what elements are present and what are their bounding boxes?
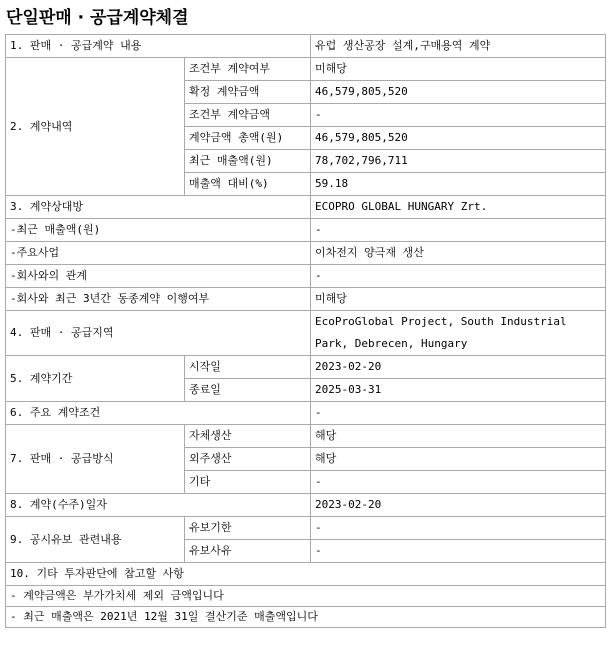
prior-contract-label: -회사와 최근 3년간 동종계약 이행여부	[6, 288, 311, 311]
contract-date-value: 2023-02-20	[311, 494, 606, 517]
supply-method-label: 7. 판매 · 공급방식	[6, 425, 185, 494]
recent-revenue-value: 78,702,796,711	[311, 150, 606, 173]
table-row	[6, 288, 606, 311]
outsourced-label: 외주생산	[185, 448, 311, 471]
table-row	[6, 58, 606, 81]
deferral-deadline-label: 유보기한	[185, 517, 311, 540]
table-row	[6, 35, 606, 58]
contract-content-value: 유럽 생산공장 설계,구매용역 계약	[311, 35, 606, 58]
main-terms-label: 6. 주요 계약조건	[6, 402, 311, 425]
contract-date-label: 8. 계약(수주)일자	[6, 494, 311, 517]
prior-contract-value: 미해당	[311, 288, 606, 311]
main-terms-value: -	[311, 402, 606, 425]
vat-note: - 계약금액은 부가가치세 제외 금액입니다	[6, 586, 606, 607]
table-row	[6, 356, 606, 379]
table-row	[6, 219, 606, 242]
page-title: 단일판매 · 공급계약체결	[6, 8, 189, 28]
in-house-label: 자체생산	[185, 425, 311, 448]
table-row	[6, 402, 606, 425]
recent-revenue-label: 최근 매출액(원)	[185, 150, 311, 173]
relationship-value: -	[311, 265, 606, 288]
contract-period-label: 5. 계약기간	[6, 356, 185, 402]
conditional-amount-label: 조건부 계약금액	[185, 104, 311, 127]
start-date-value: 2023-02-20	[311, 356, 606, 379]
table-row	[6, 242, 606, 265]
deferral-reason-value: -	[311, 540, 606, 563]
counterparty-revenue-value: -	[311, 219, 606, 242]
disclosure-deferral-label: 9. 공시유보 관련내용	[6, 517, 185, 563]
start-date-label: 시작일	[185, 356, 311, 379]
table-row	[6, 425, 606, 448]
outsourced-value: 해당	[311, 448, 606, 471]
counterparty-value: ECOPRO GLOBAL HUNGARY Zrt.	[311, 196, 606, 219]
table-row	[6, 265, 606, 288]
supply-region-value: EcoProGlobal Project, South Industrial Park, Debrecen, Hungary	[311, 311, 606, 356]
revenue-ratio-label: 매출액 대비(%)	[185, 173, 311, 196]
deferral-deadline-value: -	[311, 517, 606, 540]
conditional-contract-value: 미해당	[311, 58, 606, 81]
table-row	[6, 517, 606, 540]
table-row	[6, 563, 606, 586]
table-row	[6, 494, 606, 517]
counterparty-revenue-label: -최근 매출액(원)	[6, 219, 311, 242]
end-date-value: 2025-03-31	[311, 379, 606, 402]
table-row	[6, 196, 606, 219]
contract-content-label: 1. 판매 · 공급계약 내용	[6, 35, 311, 58]
other-method-label: 기타	[185, 471, 311, 494]
main-business-label: -주요사업	[6, 242, 311, 265]
total-amount-label: 계약금액 총액(원)	[185, 127, 311, 150]
in-house-value: 해당	[311, 425, 606, 448]
table-row	[6, 311, 606, 356]
deferral-reason-label: 유보사유	[185, 540, 311, 563]
supply-region-label: 4. 판매 · 공급지역	[6, 311, 311, 356]
main-business-value: 이차전지 양극재 생산	[311, 242, 606, 265]
conditional-contract-label: 조건부 계약여부	[185, 58, 311, 81]
contract-details-label: 2. 계약내역	[6, 58, 185, 196]
total-amount-value: 46,579,805,520	[311, 127, 606, 150]
disclosure-table	[5, 34, 606, 628]
table-row	[6, 607, 606, 628]
conditional-amount-value: -	[311, 104, 606, 127]
revenue-basis-note: - 최근 매출액은 2021년 12월 31일 결산기준 매출액입니다	[6, 607, 606, 628]
table-row	[6, 586, 606, 607]
confirmed-amount-label: 확정 계약금액	[185, 81, 311, 104]
revenue-ratio-value: 59.18	[311, 173, 606, 196]
end-date-label: 종료일	[185, 379, 311, 402]
confirmed-amount-value: 46,579,805,520	[311, 81, 606, 104]
other-method-value: -	[311, 471, 606, 494]
other-notes-label: 10. 기타 투자판단에 참고할 사항	[6, 563, 606, 586]
counterparty-label: 3. 계약상대방	[6, 196, 311, 219]
relationship-label: -회사와의 관계	[6, 265, 311, 288]
